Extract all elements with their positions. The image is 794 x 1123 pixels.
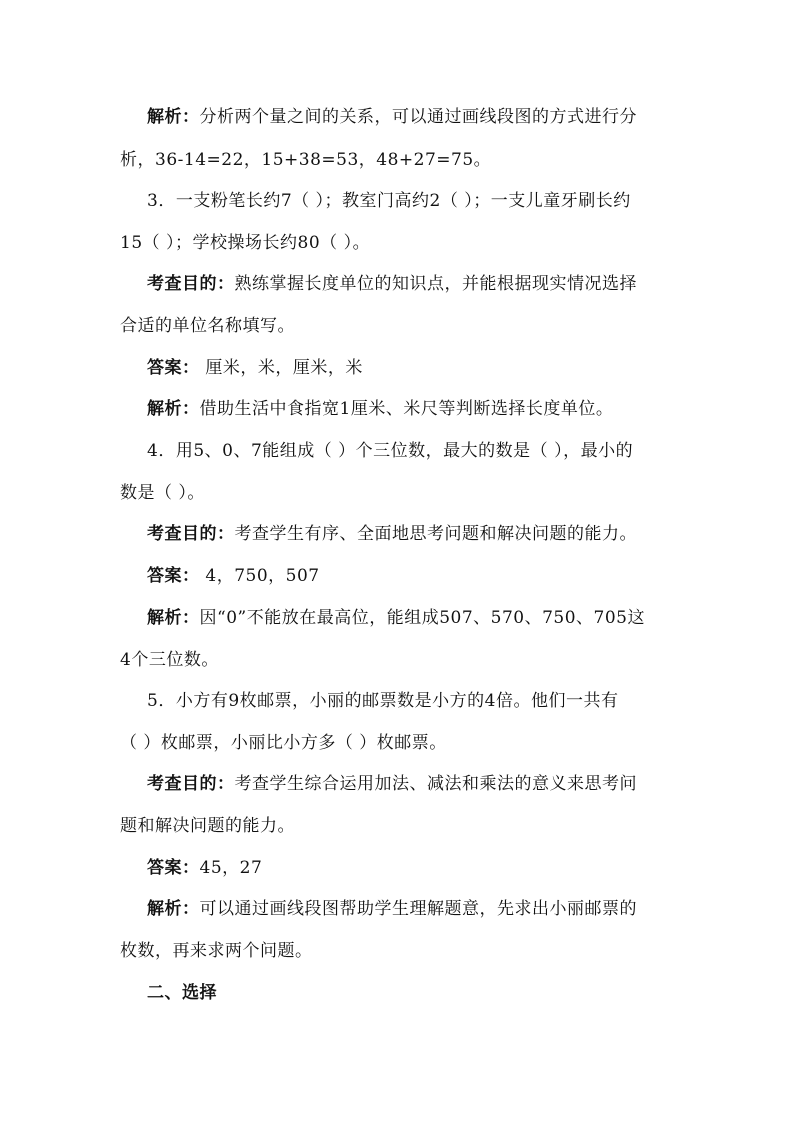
question-3-objective xyxy=(147,273,707,295)
analysis-text: 可以通过画线段图帮助学生理解题意，先求出小丽邮票的 xyxy=(199,899,637,919)
question-4-text: 4．用5、0、7能组成（ ）个三位数，最大的数是（ ），最小的 xyxy=(147,441,634,461)
analysis-label: 解析： xyxy=(147,107,200,127)
objective-text: 熟练掌握长度单位的知识点，并能根据现实情况选择 xyxy=(234,274,637,294)
analysis-text-cont: 析，36-14=22，15+38=53，48+27=75。 xyxy=(120,150,492,170)
analysis-text-cont: 枚数，再来求两个问题。 xyxy=(120,941,313,961)
answer-label: 答案： xyxy=(147,566,200,586)
objective-text-cont: 合适的单位名称填写。 xyxy=(120,316,295,336)
section-heading-text: 二、选择 xyxy=(147,983,217,1003)
analysis-paragraph-1-cont xyxy=(120,149,680,171)
objective-text: 考查学生综合运用加法、减法和乘法的意义来思考问 xyxy=(234,774,637,794)
question-5-objective-cont xyxy=(120,815,680,837)
question-3-text-cont: 15（ ）；学校操场长约80（ ）。 xyxy=(120,233,371,253)
question-4-line-1 xyxy=(147,440,707,462)
question-3-text: 3．一支粉笔长约7（ ）；教室门高约2（ ）；一支儿童牙刷长约 xyxy=(147,191,631,211)
answer-label: 答案： xyxy=(147,858,200,878)
objective-label: 考查目的： xyxy=(147,274,235,294)
question-4-answer xyxy=(147,565,707,587)
question-4-objective xyxy=(147,523,707,545)
answer-text: 45，27 xyxy=(199,858,263,878)
analysis-label: 解析： xyxy=(147,899,200,919)
question-4-analysis xyxy=(147,607,707,629)
objective-label: 考查目的： xyxy=(147,524,235,544)
analysis-text: 借助生活中食指宽1厘米、米尺等判断选择长度单位。 xyxy=(199,399,614,419)
question-4-analysis-cont xyxy=(120,649,680,671)
question-3-line-1 xyxy=(147,190,707,212)
objective-label: 考查目的： xyxy=(147,774,235,794)
analysis-label: 解析： xyxy=(147,399,200,419)
section-heading xyxy=(147,982,707,1004)
question-3-objective-cont xyxy=(120,315,680,337)
question-5-analysis xyxy=(147,898,707,920)
objective-text: 考查学生有序、全面地思考问题和解决问题的能力。 xyxy=(234,524,637,544)
analysis-text: 因“0”不能放在最高位，能组成507、570、750、705这 xyxy=(199,608,645,628)
analysis-label: 解析： xyxy=(147,608,200,628)
question-5-answer xyxy=(147,857,707,879)
question-5-line-1 xyxy=(147,690,707,712)
answer-text: 4，750，507 xyxy=(199,566,320,586)
question-3-answer xyxy=(147,357,707,379)
question-4-text-cont: 数是（ ）。 xyxy=(120,483,205,503)
answer-label: 答案： xyxy=(147,358,200,378)
answer-text: 厘米，米，厘米，米 xyxy=(199,358,363,378)
analysis-paragraph-1 xyxy=(147,106,707,128)
question-5-text: 5．小方有9枚邮票，小丽的邮票数是小方的4倍。他们一共有 xyxy=(147,691,619,711)
analysis-text: 分析两个量之间的关系，可以通过画线段图的方式进行分 xyxy=(199,107,637,127)
question-5-line-2 xyxy=(120,732,680,754)
question-4-line-2 xyxy=(120,482,680,504)
analysis-text-cont: 4个三位数。 xyxy=(120,650,219,670)
question-5-objective xyxy=(147,773,707,795)
objective-text-cont: 题和解决问题的能力。 xyxy=(120,816,295,836)
question-5-analysis-cont xyxy=(120,940,680,962)
question-5-text-cont: （ ）枚邮票，小丽比小方多（ ）枚邮票。 xyxy=(120,733,447,753)
question-3-line-2 xyxy=(120,232,680,254)
question-3-analysis xyxy=(147,398,707,420)
